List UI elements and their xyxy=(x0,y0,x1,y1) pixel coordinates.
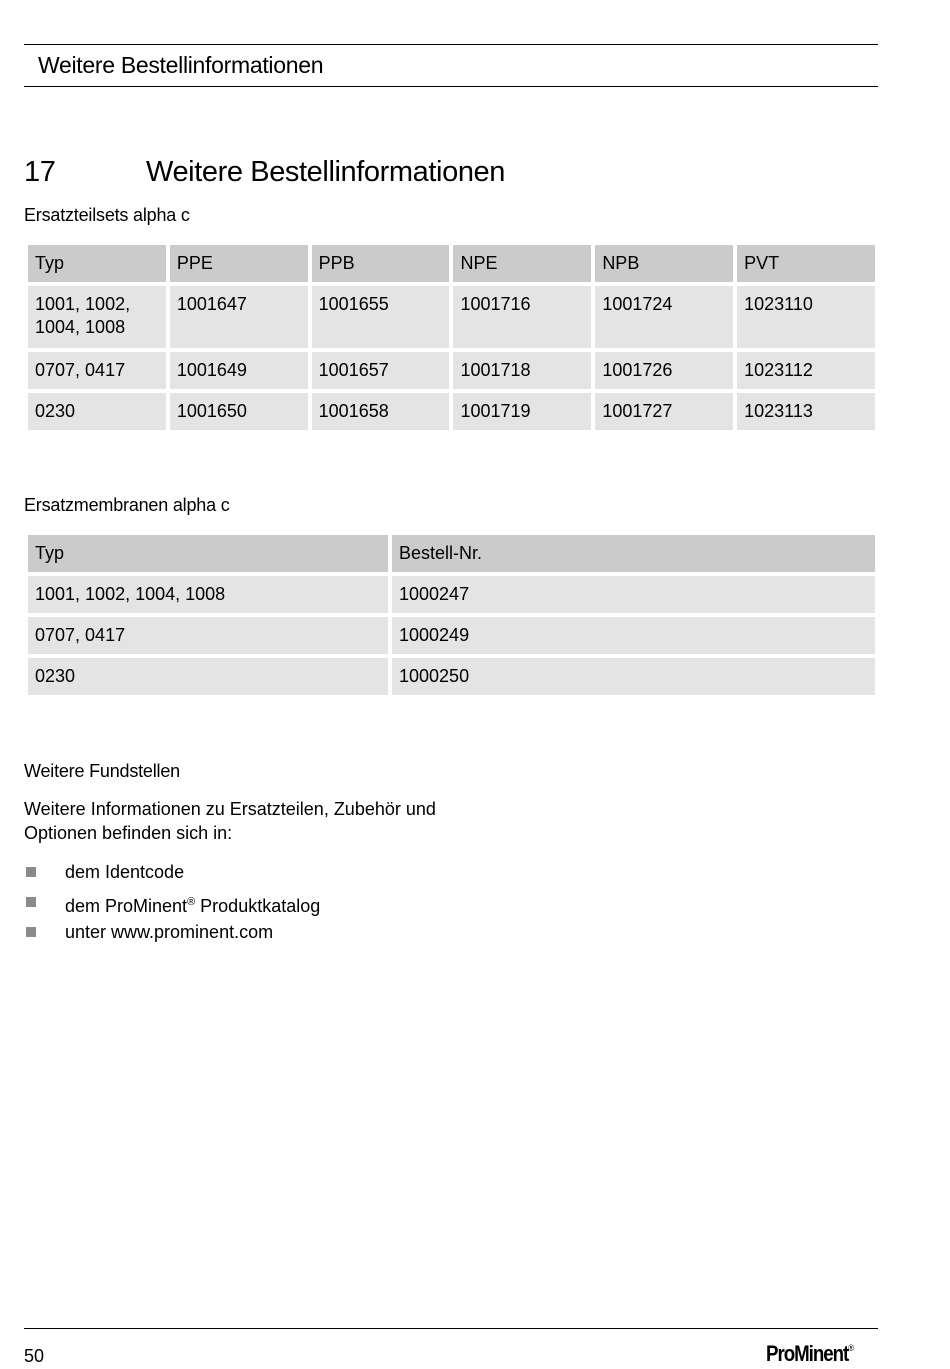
list-item-text: unter www.prominent.com xyxy=(65,922,274,942)
table-row xyxy=(28,576,875,613)
sets-col-npe: NPE xyxy=(453,245,591,282)
logo-registered-mark: ® xyxy=(848,1343,854,1353)
sets-col-typ: Typ xyxy=(28,245,166,282)
logo-text: ProMinent xyxy=(766,1341,849,1366)
sets-table xyxy=(24,241,879,434)
table-cell: 1001650 xyxy=(170,393,308,430)
sets-col-npb: NPB xyxy=(595,245,733,282)
list-item-text-suffix: Produktkatalog xyxy=(195,896,321,916)
list-item xyxy=(24,917,320,947)
table-cell: 1001657 xyxy=(312,352,450,389)
table-cell: 0230 xyxy=(28,658,388,695)
table-cell: 1023113 xyxy=(737,393,875,430)
square-bullet-icon xyxy=(26,867,36,877)
table-cell: 1001718 xyxy=(453,352,591,389)
table-cell: 1000250 xyxy=(392,658,875,695)
membranes-table xyxy=(24,531,879,699)
table-cell: 1001716 xyxy=(453,286,591,348)
table-cell: 1001, 1002, 1004, 1008 xyxy=(28,576,388,613)
table-cell: 1001719 xyxy=(453,393,591,430)
membranes-heading: Ersatzmembranen alpha c xyxy=(24,495,230,515)
footer-divider xyxy=(24,1328,878,1329)
table-row xyxy=(28,286,875,348)
sets-col-pvt: PVT xyxy=(737,245,875,282)
membranes-col-order-number: Bestell-Nr. xyxy=(392,535,875,572)
list-item-text: dem ProMinent xyxy=(65,896,188,916)
list-item xyxy=(24,857,320,887)
table-cell: 1001724 xyxy=(595,286,733,348)
running-header-title: Weitere Bestellinformationen xyxy=(38,52,324,78)
chapter-title: Weitere Bestellinformationen xyxy=(146,156,506,188)
sets-header-row xyxy=(28,245,875,282)
registered-mark: ® xyxy=(187,896,196,908)
list-item xyxy=(24,887,320,917)
table-cell: 1000249 xyxy=(392,617,875,654)
prominent-logo xyxy=(766,1341,854,1367)
sets-col-ppe: PPE xyxy=(170,245,308,282)
references-intro: Weitere Informationen zu Ersatzteilen, Zubehör und Optionen befinden sich in: xyxy=(24,799,436,843)
table-cell: 1001726 xyxy=(595,352,733,389)
table-row xyxy=(28,393,875,430)
list-item-text: dem Identcode xyxy=(65,862,185,882)
membranes-header-row xyxy=(28,535,875,572)
table-cell: 1001658 xyxy=(312,393,450,430)
table-cell: 0707, 0417 xyxy=(28,352,166,389)
table-cell: 1001647 xyxy=(170,286,308,348)
sets-heading: Ersatzteilsets alpha c xyxy=(24,205,190,225)
table-row xyxy=(28,617,875,654)
table-cell: 0707, 0417 xyxy=(28,617,388,654)
table-cell: 0230 xyxy=(28,393,166,430)
page-number: 50 xyxy=(24,1346,45,1366)
membranes-col-typ: Typ xyxy=(28,535,388,572)
table-cell: 1001, 1002, 1004, 1008 xyxy=(28,286,166,348)
table-cell: 1001655 xyxy=(312,286,450,348)
chapter-number: 17 xyxy=(24,156,56,188)
table-cell: 1000247 xyxy=(392,576,875,613)
table-cell: 1023112 xyxy=(737,352,875,389)
running-header xyxy=(24,44,878,87)
table-row xyxy=(28,352,875,389)
table-cell: 1023110 xyxy=(737,286,875,348)
sets-col-ppb: PPB xyxy=(312,245,450,282)
square-bullet-icon xyxy=(26,897,36,907)
table-cell: 1001649 xyxy=(170,352,308,389)
references-heading: Weitere Fundstellen xyxy=(24,761,180,781)
table-cell: 1001727 xyxy=(595,393,733,430)
references-list xyxy=(24,857,320,947)
square-bullet-icon xyxy=(26,927,36,937)
table-row xyxy=(28,658,875,695)
